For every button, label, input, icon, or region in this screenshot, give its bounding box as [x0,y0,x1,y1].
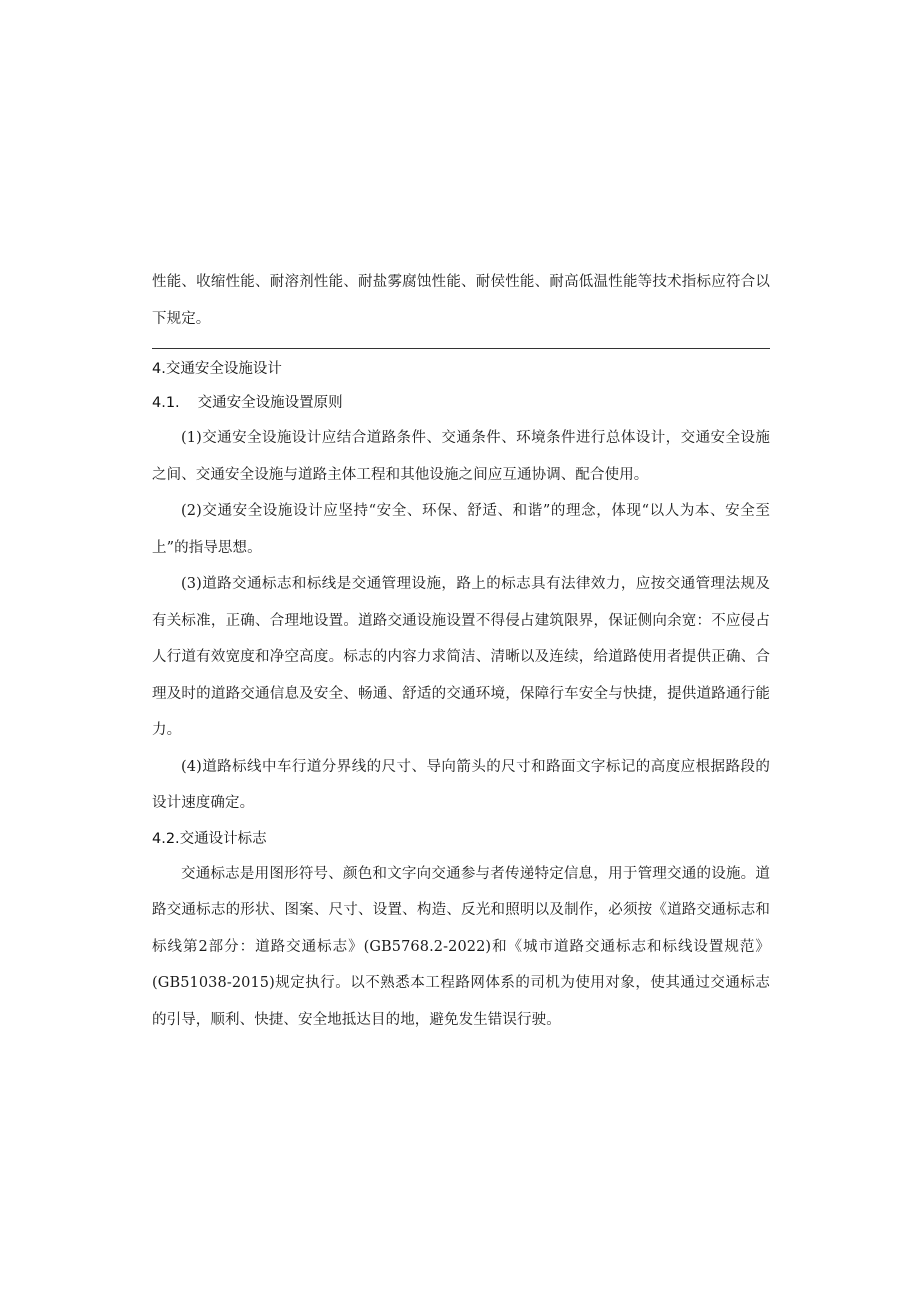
document-body [152,264,770,1038]
section-4-heading: 4.交通安全设施设计 [152,361,282,377]
traffic-sign-paragraph: 交通标志是用图形符号、颜色和文字向交通参与者传递特定信息，用于管理交通的设施。道路交通标志的形状、图案、尺寸、设置、构造、反光和照明以及制作，必须按《道路交通标志和标线第2部分：道路交通标志》(GB5768.2-2022)和《城市道路交通标志和标线设置规范》(GB51038-2015)规定执行。以不熟悉本工程路网体系的司机为使用对象，使其通过交通标志的引导，顺利、快捷、安全地抵达目的地，避免发生错误行驶。 [152,865,770,1028]
principle-item-2: (2)交通安全设施设计应坚持“安全、环保、舒适、和谐”的理念，体现“以人为本、安全至上”的指导思想。 [152,503,770,556]
section-4-1-heading [152,386,770,420]
section-4-1-title: 交通安全设施设置原则 [197,395,343,411]
horizontal-divider [152,348,770,349]
principle-item-1: (1)交通安全设施设计应结合道路条件、交通条件、环境条件进行总体设计，交通安全设施之间、交通安全设施与道路主体工程和其他设施之间应互通协调、配合使用。 [152,430,770,483]
intro-paragraph: 性能、收缩性能、耐溶剂性能、耐盐雾腐蚀性能、耐侯性能、耐高低温性能等技术指标应符合以下规定。 [152,274,770,327]
section-4-2-heading: 4.2.交通设计标志 [152,830,267,847]
section-4-1-number: 4.1. [152,395,180,411]
principle-item-3: (3)道路交通标志和标线是交通管理设施，路上的标志具有法律效力，应按交通管理法规及有关标准，正确、合理地设置。道路交通设施设置不得侵占建筑限界，保证侧向余宽：不应侵占人行道有效宽度和净空高度。标志的内容力求简洁、清晰以及连续，给道路使用者提供正确、合理及时的道路交通信息及安全、畅通、舒适的交通环境，保障行车安全与快捷，提供道路通行能力。 [152,576,770,738]
principle-item-4: (4)道路标线中车行道分界线的尺寸、导向箭头的尺寸和路面文字标记的高度应根据路段的设计速度确定。 [152,758,770,811]
